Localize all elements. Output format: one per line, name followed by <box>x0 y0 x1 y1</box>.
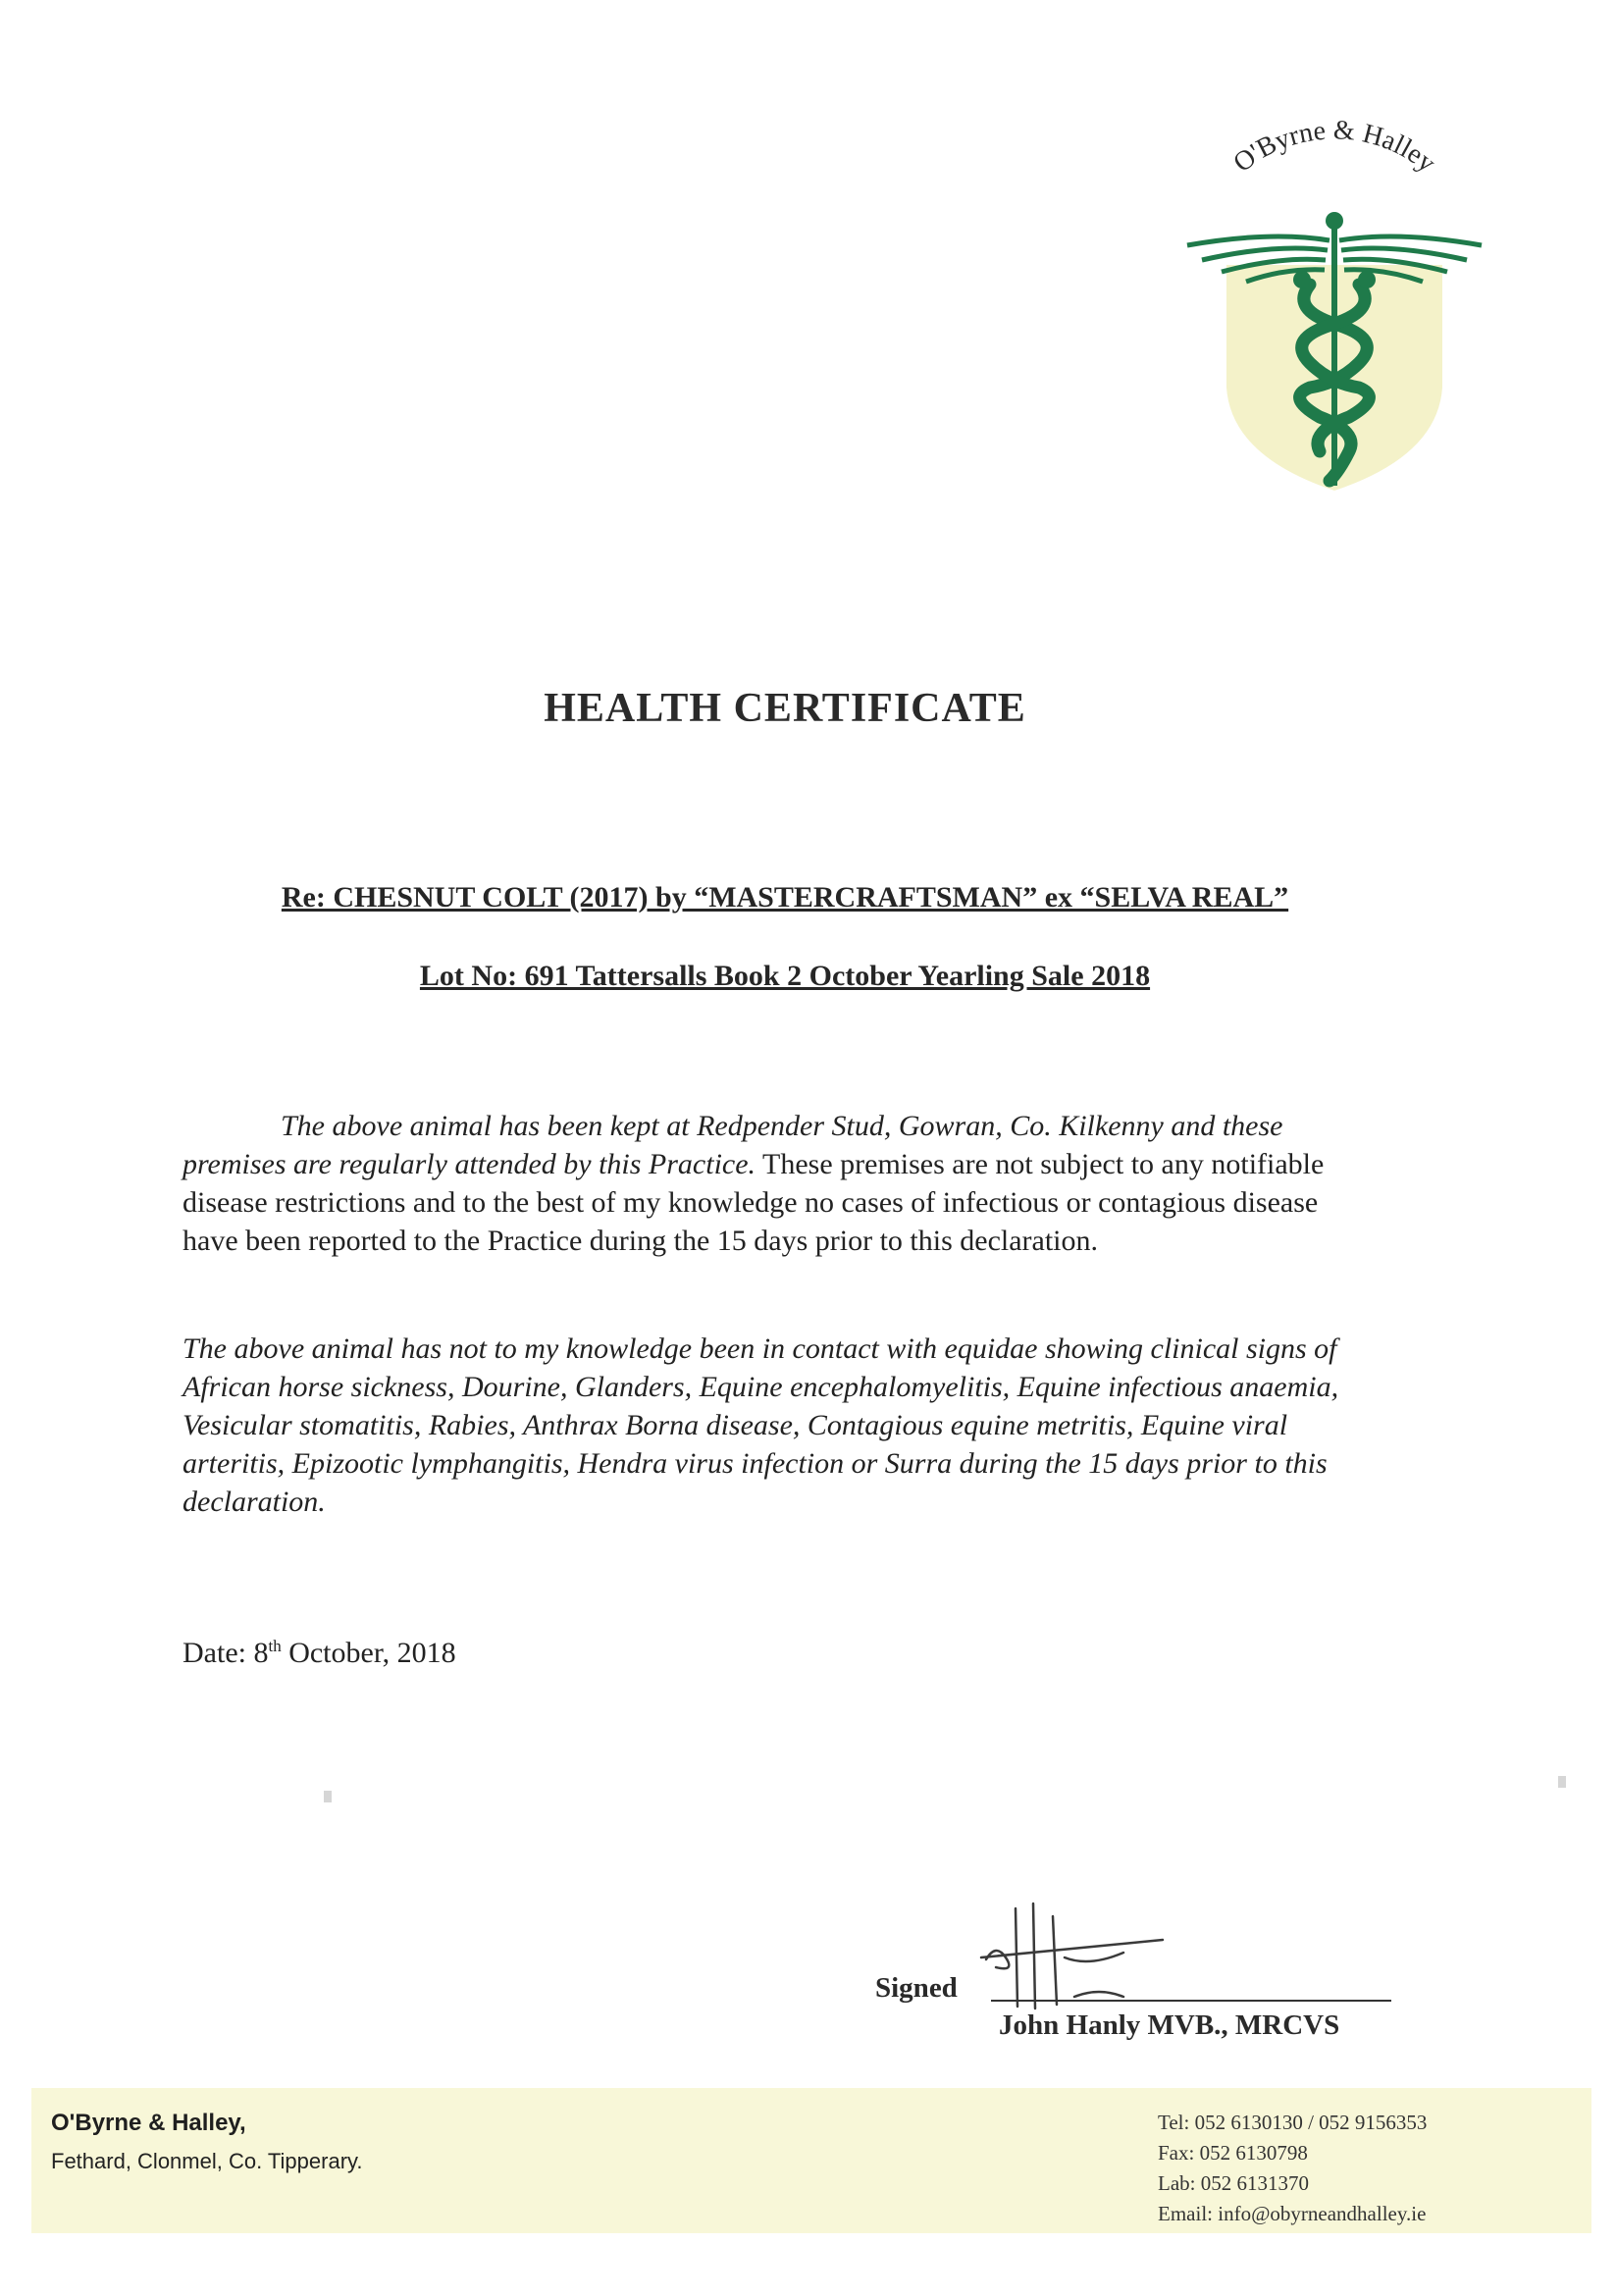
scan-speck <box>1558 1776 1566 1788</box>
scan-speck <box>324 1791 332 1802</box>
signer-name: John Hanly MVB., MRCVS <box>999 2009 1340 2041</box>
paragraph-premises-italic: The above animal has been kept at Redpender Stud, Gowran, Co. Kilkenny and these premises are regularly attended by this Practice. <box>182 1110 1283 1180</box>
signed-label: Signed <box>875 1972 958 2004</box>
paragraph-premises <box>182 1107 1380 1260</box>
footer-email[interactable]: Email: info@obyrneandhalley.ie <box>1158 2202 1427 2225</box>
footer-fax: Fax: 052 6130798 <box>1158 2141 1308 2165</box>
certificate-title: HEALTH CERTIFICATE <box>544 686 1026 731</box>
signature-line <box>991 2000 1391 2002</box>
lot-number-line: Lot No: 691 Tattersalls Book 2 October Yearling Sale 2018 <box>419 960 1151 992</box>
footer-practice-name: O'Byrne & Halley, <box>51 2110 246 2136</box>
footer-contact-block <box>1158 2108 1427 2229</box>
date-prefix: Date: 8 <box>182 1637 269 1669</box>
certificate-date <box>182 1637 456 1670</box>
paragraph-premises-rest: These premises are not subject to any notifiable disease restrictions and to the best of my knowledge no cases of infectious or contagious disease have been reported to the Practice during the 15 days prior to this declaration. <box>182 1148 1325 1257</box>
date-ordinal-suffix: th <box>268 1637 282 1655</box>
horse-reference-line: Re: CHESNUT COLT (2017) by “MASTERCRAFTSMAN” ex “SELVA REAL” <box>281 881 1289 913</box>
footer-tel: Tel: 052 6130130 / 052 9156353 <box>1158 2111 1428 2134</box>
paragraph-disease-contact: The above animal has not to my knowledge been in contact with equidae showing clinical signs of African horse sickness, Dourine, Glanders, Equine encephalomyelitis, Equine infectious anaemia, Vesicular stomatitis, Rabies, Anthrax Borna disease, Contagious equine metritis, Equine viral arteritis, Epizootic lymphangitis, Hendra virus infection or Surra during the 15 days prior to this declaration. <box>182 1332 1339 1518</box>
caduceus-logo <box>1173 103 1496 496</box>
svg-text:O'Byrne & Halley: O'Byrne & Halley <box>1227 115 1441 180</box>
footer-lab: Lab: 052 6131370 <box>1158 2171 1309 2195</box>
footer-address: Fethard, Clonmel, Co. Tipperary. <box>51 2149 363 2173</box>
date-rest: October, 2018 <box>281 1637 456 1669</box>
handwritten-signature <box>976 1899 1173 2016</box>
